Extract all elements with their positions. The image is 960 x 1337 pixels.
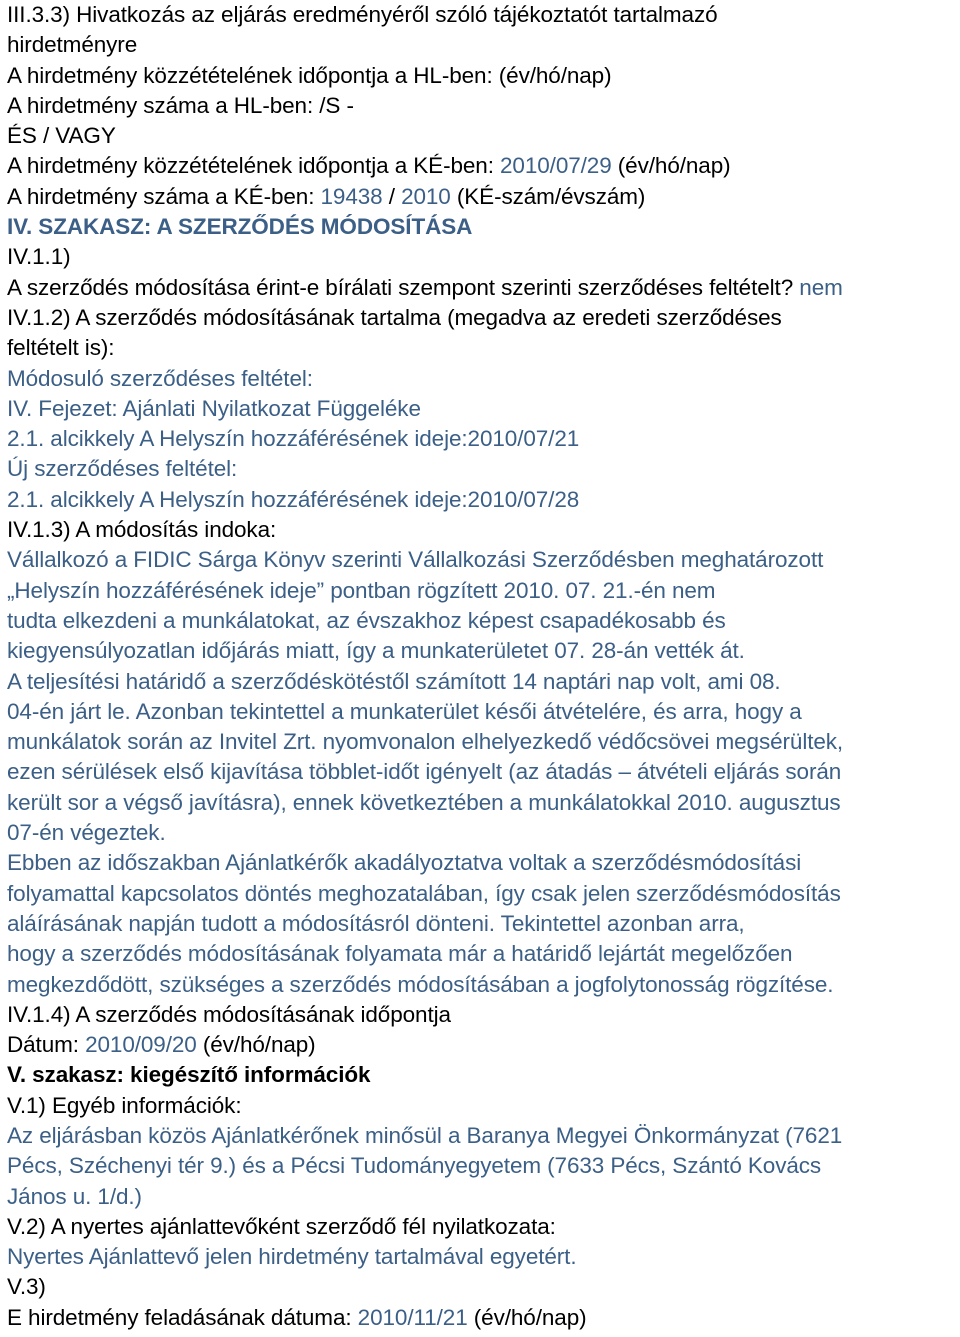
- document-line: [7, 1303, 960, 1333]
- document-line: [7, 727, 960, 757]
- document-line: [7, 303, 960, 333]
- document-line: [7, 1212, 960, 1242]
- document-line: [7, 545, 960, 575]
- field-value: IV. SZAKASZ: A SZERZŐDÉS MÓDOSÍTÁSA: [7, 214, 473, 240]
- document-line: [7, 1000, 960, 1030]
- field-label: (év/hó/nap): [467, 1304, 587, 1330]
- field-label: (év/hó/nap): [611, 153, 731, 179]
- document-line: [7, 818, 960, 848]
- field-label: IV.1.3) A módosítás indoka:: [7, 517, 277, 543]
- document-line: [7, 576, 960, 606]
- field-label: E hirdetmény feladásának dátuma:: [7, 1304, 358, 1330]
- document-line: [7, 515, 960, 545]
- document-line: [7, 364, 960, 394]
- document-line: [7, 485, 960, 515]
- field-value: Vállalkozó a FIDIC Sárga Könyv szerinti Vállalkozási Szerződésben meghatározott: [7, 547, 824, 573]
- field-label: ÉS / VAGY: [7, 123, 116, 149]
- document-line: [7, 1030, 960, 1060]
- field-label: IV.1.4) A szerződés módosításának időpontja: [7, 1001, 451, 1027]
- field-label: /: [382, 183, 402, 209]
- document-line: [7, 394, 960, 424]
- document-line: [7, 757, 960, 787]
- document-line: [7, 879, 960, 909]
- field-value: hogy a szerződés módosításának folyamata már a határidő lejártát megelőzően: [7, 941, 793, 967]
- document-line: [7, 909, 960, 939]
- field-value: 2010: [401, 183, 451, 209]
- field-value: Pécs, Széchenyi tér 9.) és a Pécsi Tudományegyetem (7633 Pécs, Szántó Kovács: [7, 1153, 822, 1179]
- field-value: 19438: [320, 183, 383, 209]
- field-value: aláírásának napján tudott a módosításról dönteni. Tekintettel azonban arra,: [7, 910, 745, 936]
- document-line: [7, 1091, 960, 1121]
- document-line: [7, 667, 960, 697]
- field-value: Módosuló szerződéses feltétel:: [7, 365, 313, 391]
- document-line: [7, 333, 960, 363]
- field-label: hirdetményre: [7, 32, 138, 58]
- document-line: [7, 1182, 960, 1212]
- field-value: „Helyszín hozzáférésének ideje” pontban rögzített 2010. 07. 21.-én nem: [7, 577, 716, 603]
- document-line: [7, 1060, 960, 1090]
- document-line: [7, 182, 960, 212]
- field-label: (KÉ-szám/évszám): [450, 183, 646, 209]
- field-value: János u. 1/d.): [7, 1183, 142, 1209]
- field-value: Ebben az időszakban Ajánlatkérők akadályoztatva voltak a szerződésmódosítási: [7, 850, 802, 876]
- field-value: Nyertes Ajánlattevő jelen hirdetmény tartalmával egyetért.: [7, 1244, 577, 1270]
- document-line: [7, 970, 960, 1000]
- document-line: [7, 0, 960, 30]
- field-value: megkezdődött, szükséges a szerződés módosításában a jogfolytonosság rögzítése.: [7, 971, 834, 997]
- document-line: [7, 30, 960, 60]
- document-line: [7, 1121, 960, 1151]
- document-line: [7, 788, 960, 818]
- document-line: [7, 939, 960, 969]
- document-line: [7, 1272, 960, 1302]
- field-label: A hirdetmény közzétételének időpontja a HL-ben: (év/hó/nap): [7, 62, 612, 88]
- field-value: 2010/07/29: [500, 153, 612, 179]
- document-line: [7, 454, 960, 484]
- document-line: [7, 273, 960, 303]
- field-value: 07-én végeztek.: [7, 820, 166, 846]
- document-line: [7, 242, 960, 272]
- field-label: V.3): [7, 1274, 46, 1300]
- field-value: 2010/11/21: [357, 1304, 468, 1330]
- field-label: A hirdetmény száma a HL-ben: /S -: [7, 92, 354, 118]
- document-line: [7, 697, 960, 727]
- document-line: [7, 91, 960, 121]
- document-line: [7, 848, 960, 878]
- field-value: A teljesítési határidő a szerződéskötéstől számított 14 naptári nap volt, ami 08.: [7, 668, 781, 694]
- field-label: Dátum:: [7, 1032, 86, 1058]
- document-line: [7, 606, 960, 636]
- field-label: V. szakasz: kiegészítő információk: [7, 1062, 371, 1088]
- field-label: A szerződés módosítása érint-e bírálati szempont szerinti szerződéses feltételt?: [7, 274, 800, 300]
- document-line: [7, 121, 960, 151]
- field-value: IV. Fejezet: Ajánlati Nyilatkozat Függeléke: [7, 395, 421, 421]
- field-value: 2.1. alcikkely A Helyszín hozzáférésének ideje:2010/07/28: [7, 486, 580, 512]
- field-value: nem: [799, 274, 843, 300]
- field-value: 2.1. alcikkely A Helyszín hozzáférésének ideje:2010/07/21: [7, 426, 580, 452]
- field-value: 04-én járt le. Azonban tekintettel a munkaterület késői átvételére, és arra, hogy a: [7, 698, 802, 724]
- field-value: került sor a végső javításra), ennek következtében a munkálatokkal 2010. augusztus: [7, 789, 841, 815]
- document-line: [7, 636, 960, 666]
- field-value: 2010/09/20: [85, 1032, 197, 1058]
- field-value: kiegyensúlyozatlan időjárás miatt, így a munkaterületet 07. 28-án vették át.: [7, 638, 745, 664]
- document-line: [7, 1242, 960, 1272]
- field-label: IV.1.1): [7, 244, 71, 270]
- document-line: [7, 212, 960, 242]
- field-label: feltételt is):: [7, 335, 115, 361]
- field-label: (év/hó/nap): [196, 1032, 316, 1058]
- field-value: munkálatok során az Invitel Zrt. nyomvonalon elhelyezkedő védőcsövei megsérültek,: [7, 729, 844, 755]
- document-line: [7, 151, 960, 181]
- field-label: V.1) Egyéb információk:: [7, 1092, 242, 1118]
- field-label: V.2) A nyertes ajánlattevőként szerződő fél nyilatkozata:: [7, 1213, 556, 1239]
- document-line: [7, 61, 960, 91]
- field-label: A hirdetmény száma a KÉ-ben:: [7, 183, 321, 209]
- field-label: III.3.3) Hivatkozás az eljárás eredményéről szóló tájékoztatót tartalmazó: [7, 2, 718, 27]
- document-line: [7, 1151, 960, 1181]
- field-value: Új szerződéses feltétel:: [7, 456, 238, 482]
- field-label: IV.1.2) A szerződés módosításának tartalma (megadva az eredeti szerződéses: [7, 304, 782, 330]
- field-label: A hirdetmény közzétételének időpontja a KÉ-ben:: [7, 153, 501, 179]
- field-value: tudta elkezdeni a munkálatokat, az évszakhoz képest csapadékosabb és: [7, 607, 726, 633]
- field-value: ezen sérülések első kijavítása többlet-időt igényelt (az átadás – átvételi eljárás során: [7, 759, 842, 785]
- document-line: [7, 424, 960, 454]
- field-value: Az eljárásban közös Ajánlatkérőnek minősül a Baranya Megyei Önkormányzat (7621: [7, 1122, 843, 1148]
- field-value: folyamattal kapcsolatos döntés meghozatalában, így csak jelen szerződésmódosítás: [7, 880, 841, 906]
